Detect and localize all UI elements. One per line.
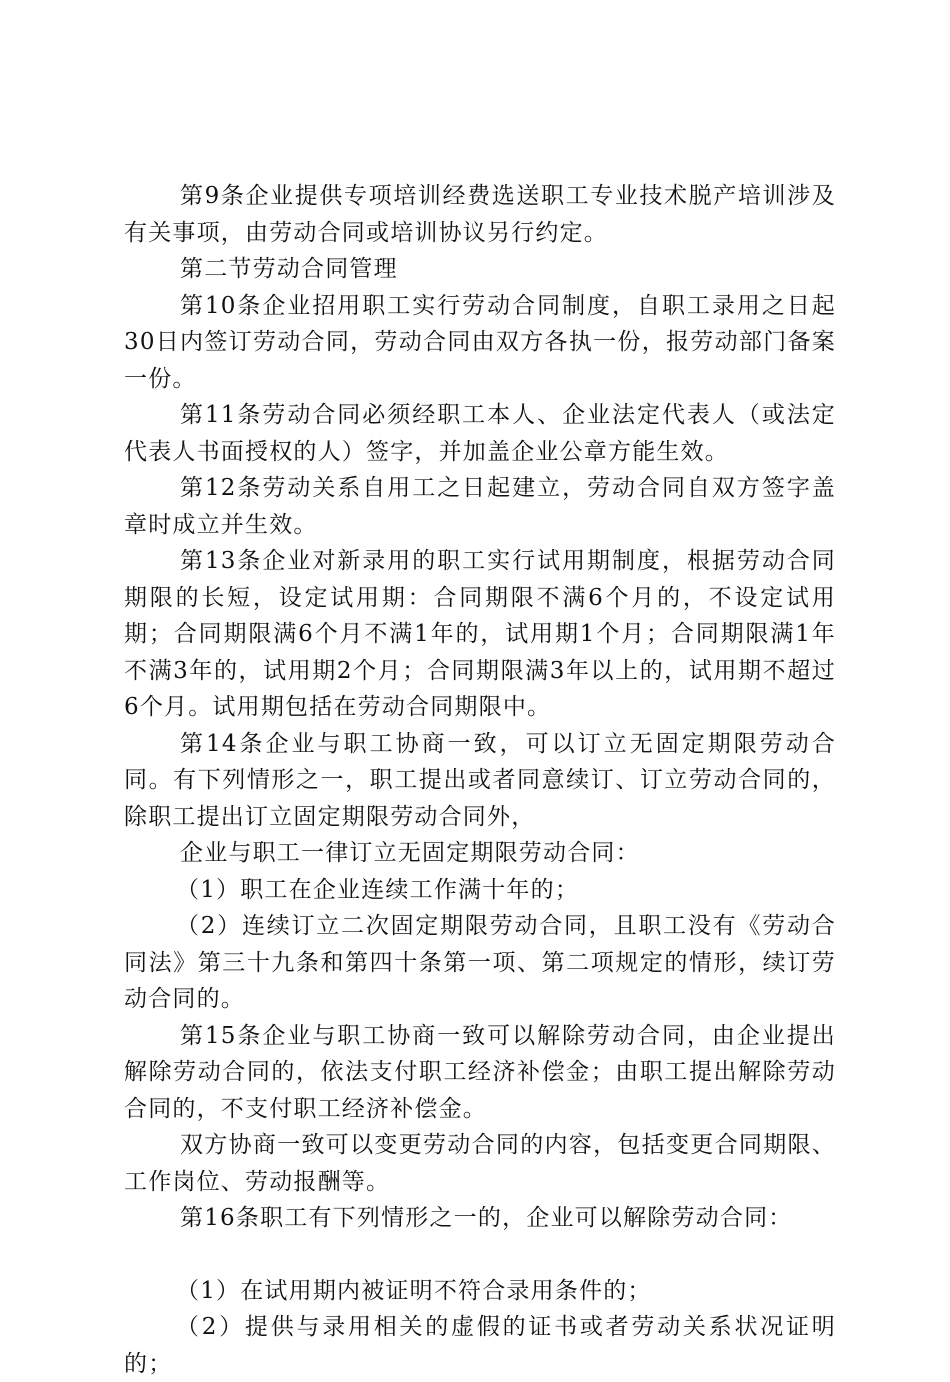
list-item-14-2: （2）连续订立二次固定期限劳动合同，且职工没有《劳动合同法》第三十九条和第四十条第一项、第二项规定的情形，续订劳动合同的。 xyxy=(124,913,836,1012)
paragraph-article-16: 第16条职工有下列情形之一的，企业可以解除劳动合同： xyxy=(180,1205,793,1231)
list-item-16-1: （1）在试用期内被证明不符合录用条件的； xyxy=(176,1277,652,1304)
list-item-14-1: （1）职工在企业连续工作满十年的； xyxy=(176,876,580,903)
paragraph-article-14: 第14条企业与职工协商一致，可以订立无固定期限劳动合同。有下列情形之一，职工提出或者同意续订、订立劳动合同的，除职工提出订立固定期限劳动合同外， xyxy=(124,730,836,830)
paragraph-article-12: 第12条劳动关系自用工之日起建立，劳动合同自双方签字盖章时成立并生效。 xyxy=(124,475,836,538)
section-heading: 第二节劳动合同管理 xyxy=(180,256,398,282)
paragraph-article-9: 第9条企业提供专项培训经费选送职工专业技术脱产培训涉及有关事项，由劳动合同或培训协议另行约定。 xyxy=(124,183,836,246)
paragraph-article-13: 第13条企业对新录用的职工实行试用期制度，根据劳动合同期限的长短，设定试用期：合同期限不满6个月的，不设定试用期；合同期限满6个月不满1年的，试用期1个月；合同期限满1年不满3年的，试用期2个月；合同期限满3年以上的，试用期不超过6个月。试用期包括在劳动合同期限中。 xyxy=(124,548,836,720)
list-item-16-2: （2）提供与录用相关的虚假的证书或者劳动关系状况证明的； xyxy=(124,1314,836,1377)
document-body xyxy=(124,178,836,1382)
paragraph-article-10: 第10条企业招用职工实行劳动合同制度，自职工录用之日起30日内签订劳动合同，劳动合同由双方各执一份，报劳动部门备案一份。 xyxy=(124,292,836,392)
paragraph-article-11: 第11条劳动合同必须经职工本人、企业法定代表人（或法定代表人书面授权的人）签字，并加盖企业公章方能生效。 xyxy=(124,402,836,465)
paragraph-article-15: 第15条企业与职工协商一致可以解除劳动合同，由企业提出解除劳动合同的，依法支付职工经济补偿金；由职工提出解除劳动合同的，不支付职工经济补偿金。 xyxy=(124,1022,836,1122)
paragraph-article-15-continued: 双方协商一致可以变更劳动合同的内容，包括变更合同期限、工作岗位、劳动报酬等。 xyxy=(124,1132,836,1195)
paragraph-article-14-continued: 企业与职工一律订立无固定期限劳动合同： xyxy=(180,840,640,866)
